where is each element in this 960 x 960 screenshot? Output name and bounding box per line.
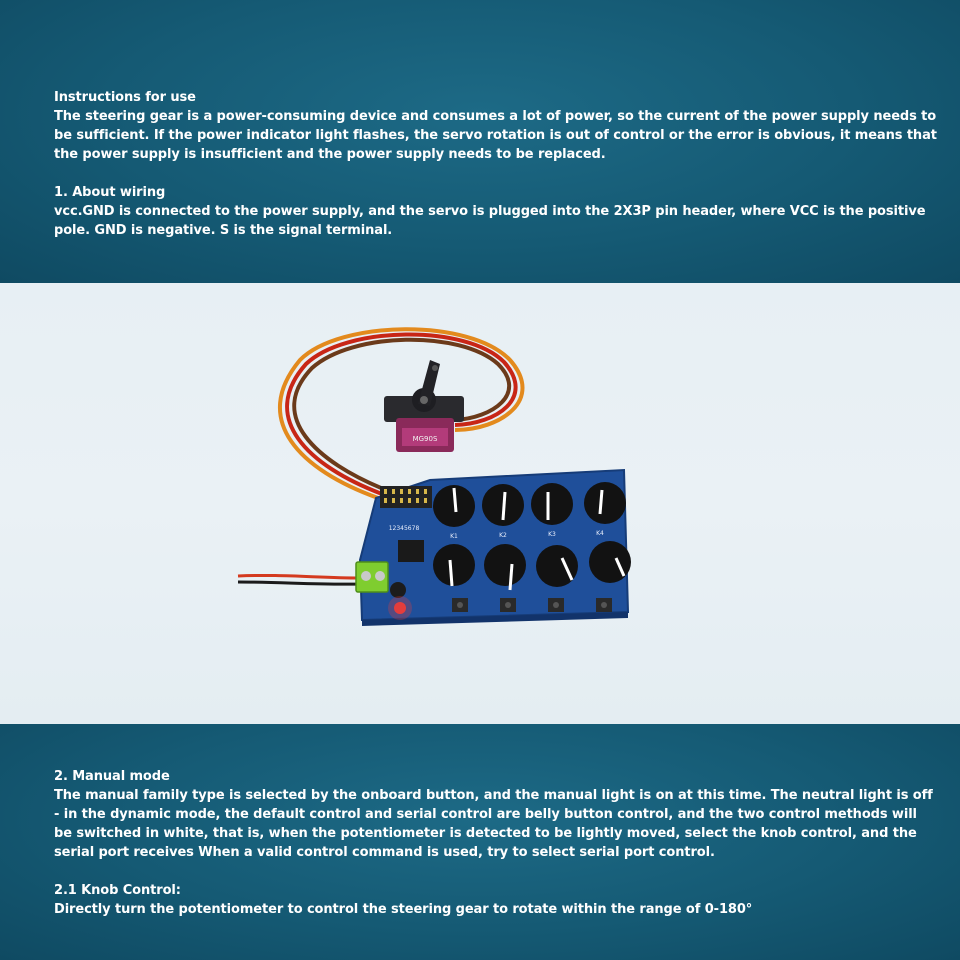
servo-label: MG90S xyxy=(412,435,438,443)
manual-mode-text xyxy=(54,767,939,919)
instructions-section xyxy=(0,0,960,283)
control-board xyxy=(356,470,631,626)
wiring-heading: 1. About wiring xyxy=(54,185,166,200)
servo-motor xyxy=(384,360,464,452)
wiring-text: vcc.GND is connected to the power supply, and the servo is plugged into the 2X3P pin header, where VCC is the positive pole. GND is negative. S is the signal terminal. xyxy=(54,204,926,238)
instructions-text xyxy=(54,88,939,240)
manual-mode-section xyxy=(0,724,960,960)
knob-label-1: K1 xyxy=(450,533,458,540)
manual-mode-body: The manual family type is selected by the onboard button, and the manual light is on at this time. The neutral light is off - in the dynamic mode, the default control and serial control are belly button control, and the two control methods will be switched in white, that is, when the potentiometer is detected to be lightly moved, select the knob control, and the serial port receives When a valid control command is used, try to select serial port control. xyxy=(54,788,933,860)
power-wire-black xyxy=(238,582,360,584)
power-wire-red xyxy=(238,575,360,578)
knob-control-heading: 2.1 Knob Control: xyxy=(54,883,181,898)
servo-board-illustration xyxy=(0,283,960,724)
knob-control-body: Directly turn the potentiometer to control the steering gear to rotate within the range of 0-180° xyxy=(54,902,753,917)
knob-label-2: K2 xyxy=(499,532,507,539)
product-photo xyxy=(0,283,960,724)
board-label: 12345678 xyxy=(388,525,420,532)
instructions-intro: The steering gear is a power-consuming device and consumes a lot of power, so the current of the power supply needs to be sufficient. If the power indicator light flashes, the servo rotation is out of control or the error is obvious, it means that the power supply is insufficient and the power supply needs to be replaced. xyxy=(54,109,937,162)
knob-label-3: K3 xyxy=(548,531,556,538)
knob-label-4: K4 xyxy=(596,530,604,537)
manual-mode-heading: 2. Manual mode xyxy=(54,769,170,784)
instructions-heading: Instructions for use xyxy=(54,90,196,105)
